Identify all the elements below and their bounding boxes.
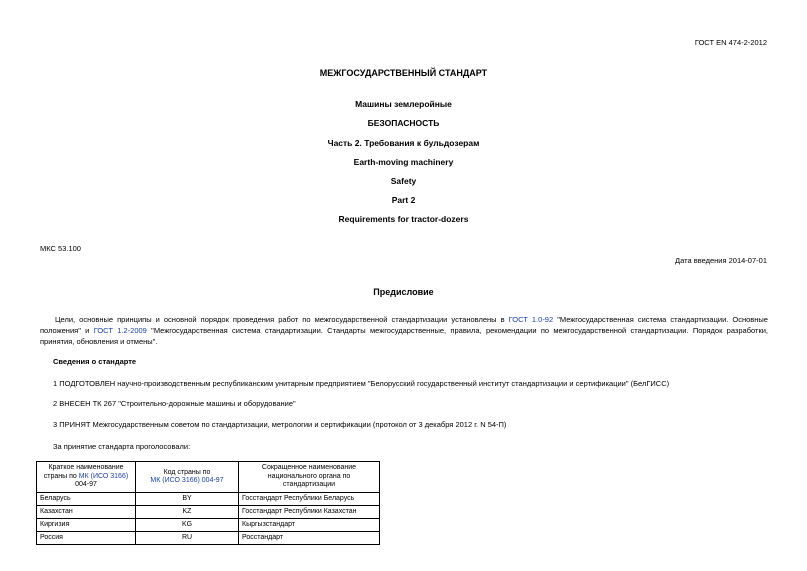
cell-country: Казахстан bbox=[37, 506, 136, 519]
column-header-country: Краткое наименование страны по МК (ИСО 3166) 004-97 bbox=[37, 462, 136, 493]
info-item-adopted: 3 ПРИНЯТ Межгосударственным советом по стандартизации, метрологии и сертификации (протокол от 3 декабря 2012 г. N 54-П) bbox=[53, 420, 507, 429]
document-code: ГОСТ EN 474-2-2012 bbox=[694, 38, 767, 47]
info-item-prepared: 1 ПОДГОТОВЛЕН научно-производственным республиканским унитарным предприятием "Белорусский государственный институт стандартизации и сертификации" (БелГИСС) bbox=[53, 379, 670, 388]
table-row bbox=[37, 493, 380, 506]
foreword-heading: Предисловие bbox=[373, 287, 434, 297]
cell-organization: Росстандарт bbox=[239, 532, 380, 545]
cell-code: KZ bbox=[136, 506, 239, 519]
cell-code: KG bbox=[136, 519, 239, 532]
foreword-text-c: "Межгосударственная система стандартизации. Стандарты межгосударственные, правила, рекомендации по межгосударственной стандартизации. Порядок разработки, принятия, обновления и отмены". bbox=[40, 325, 769, 346]
mk-iso-3166-link[interactable]: МК (ИСО 3166) bbox=[78, 472, 129, 480]
foreword-text-b: "Межгосударственная система стандартизации. Основные положения" и bbox=[40, 315, 768, 335]
column-header-code: Код страны по МК (ИСО 3166) 004-97 bbox=[136, 462, 239, 493]
mk-iso-3166-code-link[interactable]: МК (ИСО 3166) 004-97 bbox=[150, 477, 224, 484]
title-line-1: Машины землеройные bbox=[355, 99, 452, 109]
title-line-3: Часть 2. Требования к бульдозерам bbox=[327, 138, 480, 148]
cell-code: BY bbox=[136, 493, 239, 506]
voting-countries-table bbox=[36, 461, 380, 545]
cell-country: Беларусь bbox=[37, 493, 136, 506]
cell-organization: Госстандарт Республики Казахстан bbox=[239, 506, 380, 519]
table-row bbox=[37, 532, 380, 545]
cell-organization: Госстандарт Республики Беларусь bbox=[239, 493, 380, 506]
cell-code: RU bbox=[136, 532, 239, 545]
mks-code: МКС 53.100 bbox=[40, 244, 81, 253]
standard-info-heading: Сведения о стандарте bbox=[53, 357, 137, 366]
title-line-4: Earth-moving machinery bbox=[353, 157, 454, 167]
foreword-text-a: Цели, основные принципы и основной порядок проведения работ по межгосударственной стандартизации установлены в bbox=[55, 315, 509, 324]
standard-type-title: МЕЖГОСУДАРСТВЕННЫЙ СТАНДАРТ bbox=[319, 68, 488, 78]
table-row bbox=[37, 506, 380, 519]
gost-1-2-2009-link[interactable]: ГОСТ 1.2-2009 bbox=[93, 325, 147, 335]
title-line-2: БЕЗОПАСНОСТЬ bbox=[367, 118, 440, 128]
title-line-6: Part 2 bbox=[391, 195, 416, 205]
cell-country: Россия bbox=[37, 532, 136, 545]
foreword-paragraph bbox=[40, 315, 768, 348]
table-header-row bbox=[37, 462, 380, 493]
gost-1-0-92-link[interactable]: ГОСТ 1.0-92 bbox=[508, 315, 554, 324]
title-line-7: Requirements for tractor-dozers bbox=[338, 214, 469, 224]
table-row bbox=[37, 519, 380, 532]
info-item-submitted: 2 ВНЕСЕН ТК 267 "Строительно-дорожные машины и оборудование" bbox=[53, 399, 296, 408]
column-header-organization: Сокращенное наименование национального органа по стандартизации bbox=[239, 462, 380, 493]
voted-label: За принятие стандарта проголосовали: bbox=[53, 442, 191, 451]
introduction-date: Дата введения 2014-07-01 bbox=[675, 256, 767, 265]
cell-country: Киргизия bbox=[37, 519, 136, 532]
cell-organization: Кыргызстандарт bbox=[239, 519, 380, 532]
title-line-5: Safety bbox=[390, 176, 417, 186]
